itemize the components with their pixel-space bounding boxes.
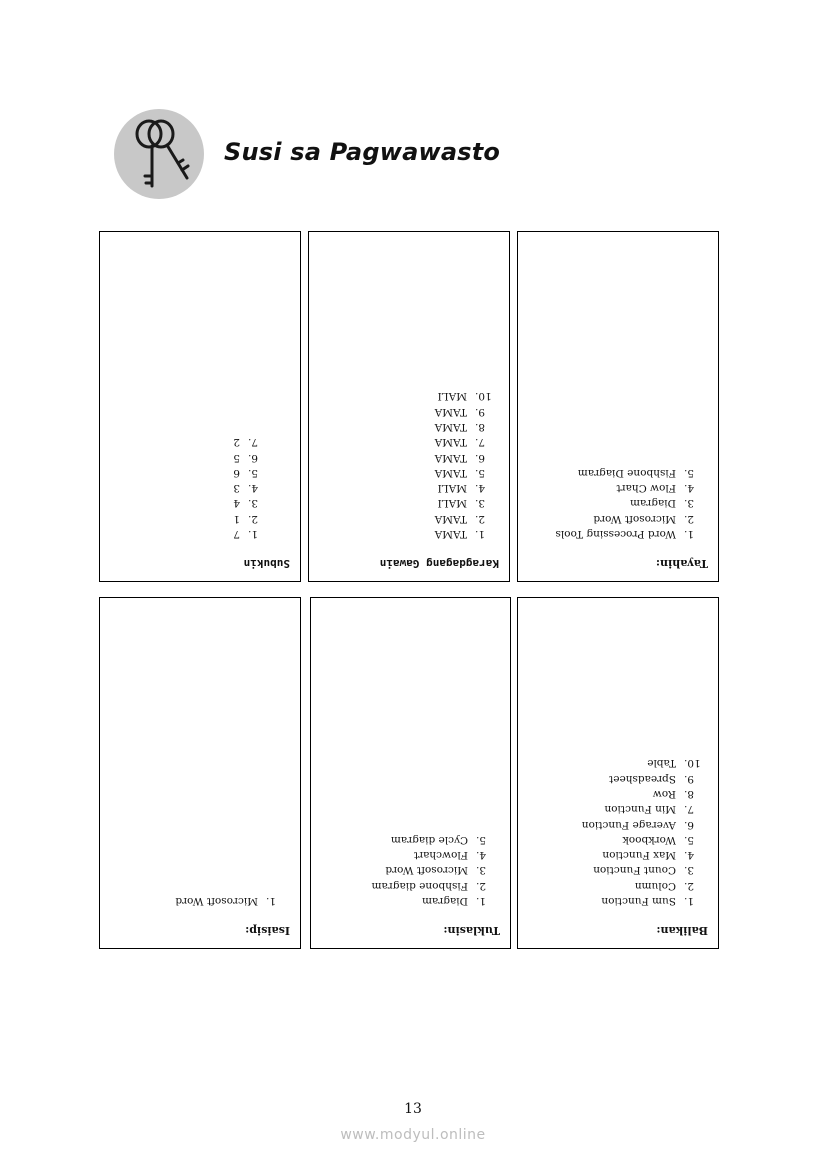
list-item: 4.Flow Chart xyxy=(616,482,695,495)
list-item: 3.Diagram xyxy=(630,497,695,510)
list-item: 3.4 xyxy=(233,497,259,510)
box-title: Tuklasin: xyxy=(443,924,500,937)
answer-list xyxy=(435,388,499,541)
list-item: 3.Count Function xyxy=(593,864,695,877)
list-item: 3.Microsoft Word xyxy=(385,864,487,877)
list-item: 1.Diagram xyxy=(422,895,487,907)
list-item: 1.7 xyxy=(233,528,259,540)
keys-logo xyxy=(113,108,205,200)
list-item: 6.Average Function xyxy=(581,818,695,831)
list-item: 9.Spreadsheet xyxy=(609,772,695,785)
answer-box-tayahin xyxy=(517,231,719,582)
list-item: 10.Table xyxy=(647,757,701,770)
box-title: Subukin xyxy=(243,557,290,570)
list-item: 8.TAMA xyxy=(434,420,486,433)
list-item: 7.2 xyxy=(233,436,259,449)
answer-list xyxy=(233,434,272,541)
answer-box-isaisip xyxy=(99,597,301,949)
list-item: 5.Workbook xyxy=(622,833,695,846)
page-title: Susi sa Pagwawasto xyxy=(224,138,501,166)
list-item: 2.Fishbone diagram xyxy=(371,879,487,892)
answer-list xyxy=(582,755,708,908)
box-title: Isaisip: xyxy=(245,924,290,937)
answer-box-karagdagang-gawain xyxy=(308,231,510,582)
list-item: 4.3 xyxy=(233,482,259,495)
answer-box-subukin xyxy=(99,231,301,582)
list-item: 4.Max Function xyxy=(602,849,695,862)
list-item: 2.Microsoft Word xyxy=(593,512,695,525)
box-title: Karagdagang Gawain xyxy=(379,557,499,570)
list-item: 2.TAMA xyxy=(434,512,486,525)
answer-box-tuklasin xyxy=(310,597,511,949)
list-item: 1.TAMA xyxy=(434,528,486,540)
list-item: 6.TAMA xyxy=(434,451,486,464)
list-item: 5.TAMA xyxy=(434,466,486,479)
list-item: 7.TAMA xyxy=(434,436,486,449)
list-item: 6.5 xyxy=(233,451,259,464)
list-item: 2.1 xyxy=(233,512,259,525)
list-item: 4.MALI xyxy=(437,482,486,495)
list-item: 1.Microsoft Word xyxy=(175,895,277,907)
answer-list xyxy=(175,893,290,908)
answer-list xyxy=(555,465,708,541)
list-item: 5.Cycle diagram xyxy=(390,833,487,846)
list-item: 3.MALI xyxy=(437,497,486,510)
list-item: 4.Flowchart xyxy=(413,849,487,862)
list-item: 2.Column xyxy=(634,879,695,892)
answer-list xyxy=(372,832,500,908)
list-item: 5.Fishbone Diagram xyxy=(577,466,695,479)
list-item: 1.Sum Function xyxy=(601,895,695,907)
list-item: 10.MALI xyxy=(437,390,492,403)
page-number: 13 xyxy=(404,1101,422,1117)
list-item: 9.TAMA xyxy=(434,405,486,418)
list-item: 7.Min Function xyxy=(604,803,695,816)
list-item: 1.Word Processing Tools xyxy=(555,528,695,540)
list-item: 8.Row xyxy=(652,787,695,800)
footer-watermark: www.modyul.online xyxy=(340,1127,486,1143)
answer-box-balikan xyxy=(517,597,719,949)
box-title: Tayahin: xyxy=(655,557,708,570)
list-item: 5.6 xyxy=(233,466,259,479)
box-title: Balikan: xyxy=(656,924,708,937)
